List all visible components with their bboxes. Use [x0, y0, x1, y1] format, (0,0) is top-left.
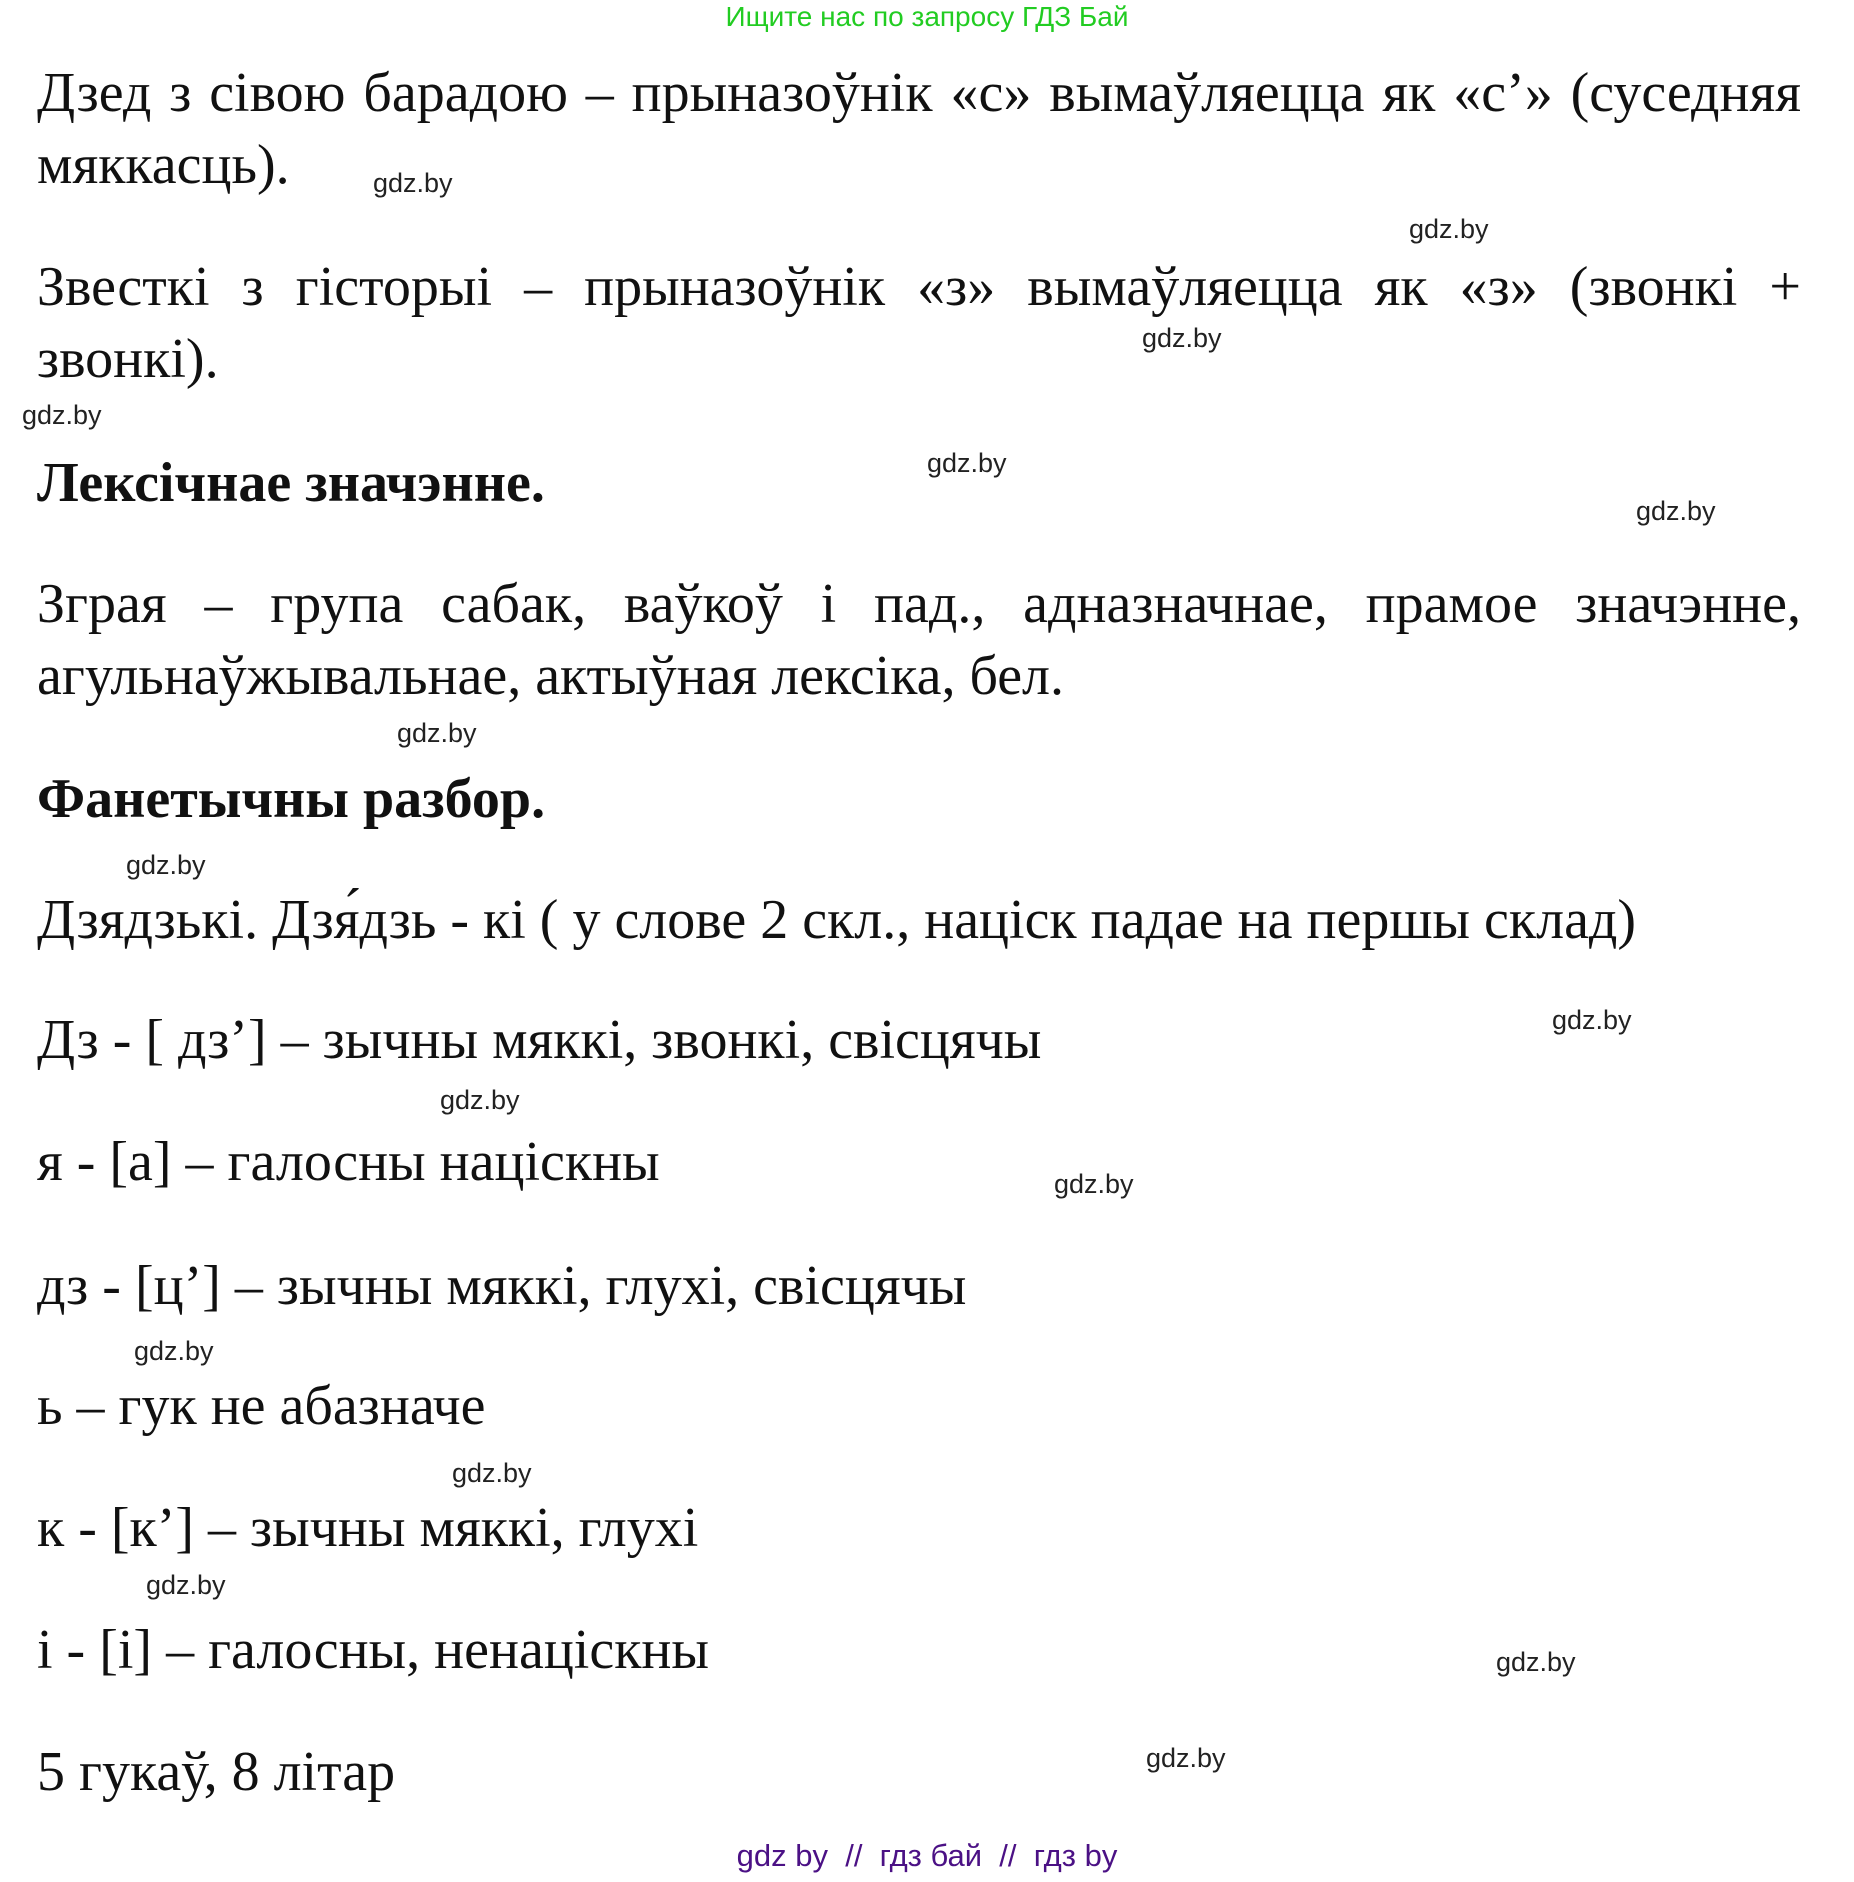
heading-lexical-meaning: Лексічнае значэнне. — [37, 452, 545, 514]
watermark: gdz.by — [1636, 496, 1716, 526]
watermark: gdz.by — [1054, 1169, 1134, 1199]
paragraph-zgraya: Зграя – група сабак, ваўкоў і пад., адназначнае, прамое значэнне, агульнаўжывальнае, актыўная лексіка, бел. — [37, 573, 1801, 707]
watermark: gdz.by — [452, 1458, 532, 1488]
watermark: gdz.by — [22, 400, 102, 430]
syllable-line: Дзядзькі. Дзя́дзь - кі ( у слове 2 скл., націск падае на першы склад) — [37, 889, 1637, 951]
phonetic-line: дз - [ц’] – зычны мяккі, глухі, свісцячы — [37, 1255, 967, 1317]
search-hint-banner: Ищите нас по запросу ГДЗ Бай — [725, 1, 1129, 32]
watermark: gdz.by — [1496, 1647, 1576, 1677]
heading-phonetic-analysis: Фанетычны разбор. — [37, 768, 546, 830]
phonetic-line: к - [к’] – зычны мяккі, глухі — [37, 1497, 699, 1559]
watermark: gdz.by — [126, 850, 206, 880]
watermark: gdz.by — [146, 1570, 226, 1600]
phonetic-line: я - [а] – галосны націскны — [37, 1131, 660, 1193]
watermark: gdz.by — [440, 1085, 520, 1115]
phonetic-line: ь – гук не абазначе — [37, 1375, 486, 1437]
summary-line: 5 гукаў, 8 літар — [37, 1741, 396, 1803]
watermark: gdz.by — [373, 168, 453, 198]
paragraph-grandfather: Дзед з сівою барадою – прыназоўнік «с» вымаўляецца як «с’» (суседняя мяккасць). — [37, 62, 1801, 196]
watermark: gdz.by — [1146, 1743, 1226, 1773]
watermark: gdz.by — [1142, 323, 1222, 353]
phonetic-line: і - [і] – галосны, ненаціскны — [37, 1619, 709, 1681]
watermark: gdz.by — [1409, 214, 1489, 244]
footer-site-links: gdz by // гдз бай // гдз by — [736, 1838, 1118, 1873]
watermark: gdz.by — [1552, 1005, 1632, 1035]
watermark: gdz.by — [397, 718, 477, 748]
watermark: gdz.by — [927, 448, 1007, 478]
paragraph-history: Звесткі з гісторыі – прыназоўнік «з» вымаўляецца як «з» (звонкі + звонкі). — [37, 256, 1801, 390]
watermark: gdz.by — [134, 1336, 214, 1366]
phonetic-line: Дз - [ дз’] – зычны мяккі, звонкі, свісцячы — [37, 1009, 1042, 1071]
